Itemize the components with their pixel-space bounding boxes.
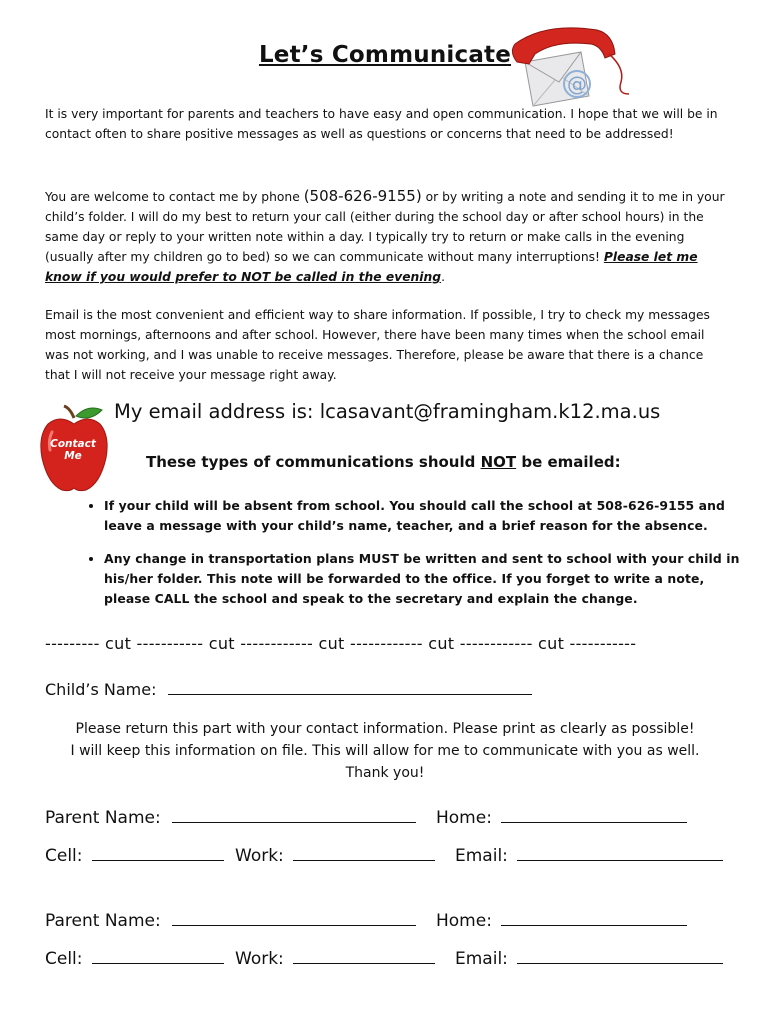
subhead-not: NOT xyxy=(480,453,517,471)
not-emailed-heading xyxy=(146,453,621,471)
email-blank[interactable] xyxy=(517,859,723,861)
list-item: • If your child will be absent from school. You should call the school at 508-626-9155 and leave a message with your child’s name, teacher, and a brief reason for the absence. xyxy=(104,496,752,536)
email-paragraph: Email is the most convenient and efficient way to share information. If possible, I try to check my messages most mornings, afternoons and after school. However, there have been many times when the school email was not working, and I was unable to receive messages. Therefore, please be aware that there is a chance that I will not receive your message right away. xyxy=(45,308,710,382)
parent-name-field-2[interactable] xyxy=(45,911,416,931)
parent-name-label: Parent Name: xyxy=(45,911,161,931)
home-label: Home: xyxy=(436,911,492,931)
cell-label: Cell: xyxy=(45,949,83,969)
subhead-text-2: be emailed: xyxy=(516,453,621,471)
return-line-1: Please return this part with your contact information. Please print as clearly as possible! xyxy=(75,721,695,737)
svg-text:@: @ xyxy=(567,72,587,96)
phone-para-text: You are welcome to contact me by phone xyxy=(45,190,304,204)
parent-name-blank[interactable] xyxy=(172,821,416,823)
not-emailed-list xyxy=(80,496,752,622)
child-name-blank[interactable] xyxy=(168,693,532,695)
work-phone-field-2[interactable] xyxy=(235,949,435,969)
parent-name-label: Parent Name: xyxy=(45,808,161,828)
home-blank[interactable] xyxy=(501,924,687,926)
home-phone-field-1[interactable] xyxy=(436,808,687,828)
subhead-text: These types of communications should xyxy=(146,453,481,471)
parent-name-field-1[interactable] xyxy=(45,808,416,828)
evening-call-note: Please let me know if you would prefer to NOT be called in the evening xyxy=(45,250,698,284)
work-blank[interactable] xyxy=(293,962,435,964)
home-label: Home: xyxy=(436,808,492,828)
teacher-phone-number: (508-626-9155) xyxy=(303,187,422,205)
page-title xyxy=(0,42,770,68)
intro-paragraph: It is very important for parents and teachers to have easy and open communication. I hope that we will be in contact often to share positive messages as well as questions or concerns that need to be addressed! xyxy=(45,107,718,141)
email-label: Email: xyxy=(455,846,508,866)
work-blank[interactable] xyxy=(293,859,435,861)
cell-phone-field-2[interactable] xyxy=(45,949,224,969)
apple-label: Contact Me xyxy=(50,438,96,462)
email-field-2[interactable] xyxy=(455,949,723,969)
cell-blank[interactable] xyxy=(92,962,224,964)
cell-label: Cell: xyxy=(45,846,83,866)
child-name-label: Child’s Name: xyxy=(45,680,157,699)
work-label: Work: xyxy=(235,846,284,866)
cell-blank[interactable] xyxy=(92,859,224,861)
phone-para-end: . xyxy=(441,270,446,284)
email-blank[interactable] xyxy=(517,962,723,964)
email-label: Email: xyxy=(455,949,508,969)
work-phone-field-1[interactable] xyxy=(235,846,435,866)
teacher-email-line: My email address is: lcasavant@framingham.k12.ma.us xyxy=(114,400,661,423)
phone-paragraph xyxy=(45,186,725,287)
cut-line: --------- cut ----------- cut ------------ cut ------------ cut ------------ cut ----------- xyxy=(45,634,637,653)
cell-phone-field-1[interactable] xyxy=(45,846,224,866)
phone-email-icon xyxy=(505,24,635,110)
title-text: Let’s Communicate xyxy=(258,42,512,68)
list-item: • Any change in transportation plans MUST be written and sent to school with your child in his/her folder. This note will be forwarded to the office. If you forget to write a note, please CALL the school and speak to the secretary and explain the change. xyxy=(104,549,752,609)
child-name-field[interactable] xyxy=(45,680,532,699)
return-instructions xyxy=(0,718,770,784)
home-blank[interactable] xyxy=(501,821,687,823)
work-label: Work: xyxy=(235,949,284,969)
home-phone-field-2[interactable] xyxy=(436,911,687,931)
return-line-3: Thank you! xyxy=(345,765,425,781)
phone-para-text-2: or by writing a note and sending it to me in your child’s folder. I will do my best to return your call (either during the school day or after school hours) in the same day or reply to your written note within a day. I typically try to return or make calls in the evening (usually after my children go to bed) so we can communicate without many interruptions! xyxy=(45,190,725,264)
return-line-2: I will keep this information on file. This will allow for me to communicate with you as well. xyxy=(70,743,700,759)
parent-name-blank[interactable] xyxy=(172,924,416,926)
email-field-1[interactable] xyxy=(455,846,723,866)
